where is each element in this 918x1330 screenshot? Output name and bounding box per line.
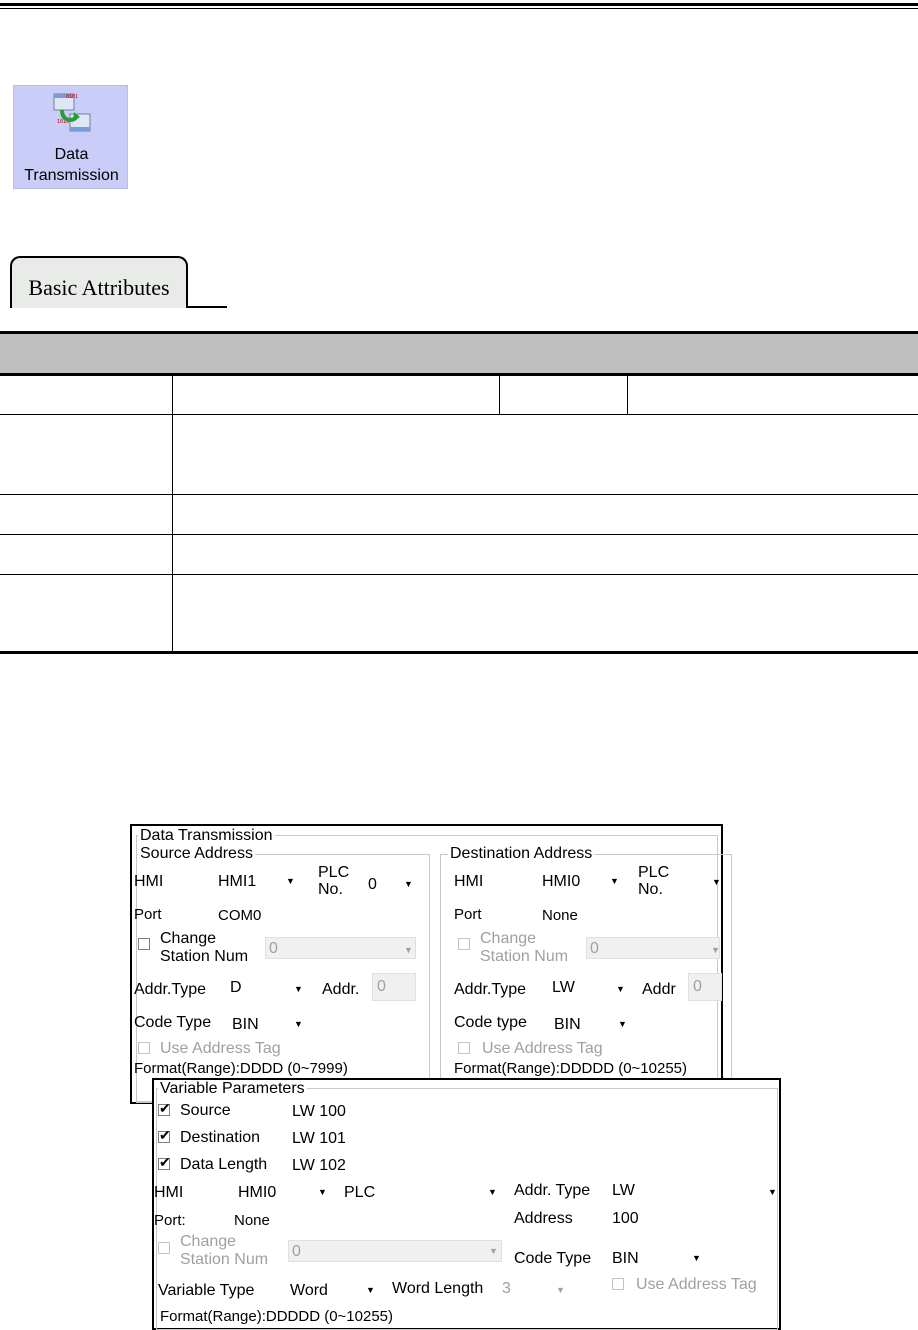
tab-basic-attributes[interactable] <box>10 256 188 308</box>
source-addr-type-select[interactable] <box>228 977 312 999</box>
source-station-value: 0 <box>269 940 278 957</box>
source-plc-no-label: PLC No. <box>318 864 350 898</box>
variable-word-length-value: 3 <box>502 1280 511 1297</box>
destination-addr-label: Addr <box>642 981 676 998</box>
variable-use-address-tag-checkbox[interactable] <box>612 1278 624 1290</box>
destination-station-num-select[interactable] <box>586 937 720 959</box>
destination-code-type-label: Code type <box>454 1014 527 1031</box>
variable-addr-type-label: Addr. Type <box>514 1182 591 1199</box>
chevron-down-icon: ▼ <box>618 1019 627 1029</box>
header-rule-thin <box>0 8 918 9</box>
destination-station-value: 0 <box>590 940 599 957</box>
destination-port-label: Port <box>454 906 482 923</box>
tab-underline <box>186 306 227 308</box>
variable-code-type-value: BIN <box>612 1250 639 1267</box>
data-transmission-icon <box>52 92 92 134</box>
data-transmission-label: Data Transmission <box>24 146 119 184</box>
destination-change-station-label: Change Station Num <box>480 930 569 965</box>
variable-source-value: LW 100 <box>292 1103 346 1120</box>
source-format: Format(Range):DDDD (0~7999) <box>134 1060 348 1077</box>
source-use-address-tag-label: Use Address Tag <box>160 1040 281 1057</box>
source-use-address-tag-checkbox[interactable] <box>138 1042 150 1054</box>
table-column-divider <box>627 376 628 414</box>
destination-hmi-value: HMI0 <box>542 873 581 890</box>
variable-source-label: Source <box>180 1102 231 1119</box>
destination-plc-no-label: PLC No. <box>638 864 670 898</box>
panel-title: Data Transmission <box>140 827 273 844</box>
destination-addr-value: 0 <box>693 978 702 995</box>
source-hmi-value: HMI1 <box>218 873 257 890</box>
chevron-down-icon: ▼ <box>556 1285 565 1295</box>
source-change-station-checkbox[interactable] <box>138 938 150 950</box>
chevron-down-icon: ▼ <box>286 876 295 886</box>
table-header <box>0 334 918 373</box>
source-port-value: COM0 <box>218 907 262 924</box>
destination-port-value: None <box>542 907 578 924</box>
source-code-type-label: Code Type <box>134 1014 212 1031</box>
header-rule <box>0 3 918 6</box>
source-code-type-select[interactable] <box>230 1012 314 1034</box>
destination-use-address-tag-label: Use Address Tag <box>482 1040 603 1057</box>
source-station-num-select[interactable] <box>265 937 416 959</box>
variable-plc-select[interactable] <box>408 1180 502 1202</box>
variable-source-checkbox[interactable] <box>158 1104 170 1116</box>
chevron-down-icon: ▼ <box>294 1019 303 1029</box>
variable-data-length-label: Data Length <box>180 1156 268 1173</box>
table-bottom-rule <box>0 651 918 654</box>
source-addr-label: Addr. <box>322 981 360 998</box>
variable-port-value: None <box>234 1212 270 1229</box>
source-code-type-value: BIN <box>232 1016 259 1033</box>
variable-type-value: Word <box>290 1282 328 1299</box>
destination-hmi-label: HMI <box>454 873 484 890</box>
source-port-label: Port <box>134 906 162 923</box>
table-column-divider <box>172 376 173 652</box>
variable-address-input[interactable] <box>610 1208 776 1230</box>
data-transmission-button[interactable] <box>13 85 128 189</box>
destination-use-address-tag-checkbox[interactable] <box>458 1042 470 1054</box>
source-addr-type-value: D <box>230 979 242 996</box>
source-addr-type-label: Addr.Type <box>134 981 207 998</box>
source-addr-input[interactable] <box>372 973 416 1001</box>
table-row-divider <box>0 574 918 575</box>
variable-use-address-tag-label: Use Address Tag <box>636 1276 757 1293</box>
source-plc-no-value: 0 <box>368 876 377 893</box>
variable-destination-value: LW 101 <box>292 1130 346 1147</box>
variable-hmi-select[interactable] <box>236 1180 336 1202</box>
destination-addr-type-label: Addr.Type <box>454 981 527 998</box>
destination-change-station-checkbox[interactable] <box>458 938 470 950</box>
chevron-down-icon: ▼ <box>404 945 413 955</box>
table-column-divider <box>499 376 500 414</box>
variable-hmi-label: HMI <box>154 1184 184 1201</box>
chevron-down-icon: ▼ <box>488 1187 497 1197</box>
table-row-divider <box>0 414 918 415</box>
destination-hmi-select[interactable] <box>536 869 620 891</box>
source-plc-no-select[interactable] <box>366 869 416 891</box>
variable-code-type-select[interactable] <box>610 1246 704 1268</box>
source-hmi-select[interactable] <box>216 869 300 891</box>
chevron-down-icon: ▼ <box>768 1187 777 1197</box>
tab-label: Basic Attributes <box>28 275 170 300</box>
variable-plc-label: PLC <box>344 1184 376 1201</box>
chevron-down-icon: ▼ <box>489 1246 498 1256</box>
destination-address-legend: Destination Address <box>450 845 593 862</box>
variable-data-length-value: LW 102 <box>292 1157 346 1174</box>
table-row-divider <box>0 494 918 495</box>
variable-destination-checkbox[interactable] <box>158 1131 170 1143</box>
variable-hmi-value: HMI0 <box>238 1184 277 1201</box>
variable-addr-type-value: LW <box>612 1182 635 1199</box>
variable-type-select[interactable] <box>288 1278 382 1300</box>
destination-addr-input[interactable] <box>688 973 722 1001</box>
data-transmission-panel <box>130 824 723 1104</box>
table-row-divider <box>0 534 918 535</box>
variable-port-label: Port: <box>154 1212 186 1229</box>
chevron-down-icon: ▼ <box>610 876 619 886</box>
variable-word-length-select[interactable] <box>500 1278 570 1300</box>
variable-station-value: 0 <box>292 1243 301 1260</box>
variable-parameters-panel <box>152 1078 781 1330</box>
chevron-down-icon: ▼ <box>692 1253 701 1263</box>
destination-code-type-value: BIN <box>554 1016 581 1033</box>
destination-plc-no-select[interactable] <box>682 869 722 891</box>
chevron-down-icon: ▼ <box>712 877 721 887</box>
table-header-rule <box>0 373 918 376</box>
variable-parameters-legend: Variable Parameters <box>160 1080 305 1097</box>
destination-addr-type-select[interactable] <box>550 977 630 999</box>
chevron-down-icon: ▼ <box>294 984 303 994</box>
chevron-down-icon: ▼ <box>318 1187 327 1197</box>
chevron-down-icon: ▼ <box>404 879 413 889</box>
source-hmi-label: HMI <box>134 873 164 890</box>
variable-change-station-label: Change Station Num <box>180 1233 269 1268</box>
chevron-down-icon: ▼ <box>366 1285 375 1295</box>
destination-addr-type-value: LW <box>552 979 575 996</box>
chevron-down-icon: ▼ <box>711 945 720 955</box>
source-addr-value: 0 <box>377 978 386 995</box>
variable-data-length-checkbox[interactable] <box>158 1158 170 1170</box>
destination-code-type-select[interactable] <box>552 1012 636 1034</box>
variable-change-station-checkbox[interactable] <box>158 1242 170 1254</box>
variable-addr-type-select[interactable] <box>610 1180 776 1202</box>
source-address-legend: Source Address <box>140 845 253 862</box>
destination-format: Format(Range):DDDDD (0~10255) <box>454 1060 687 1077</box>
variable-word-length-label: Word Length <box>392 1280 484 1297</box>
variable-type-label: Variable Type <box>158 1282 255 1299</box>
variable-station-num-select[interactable] <box>288 1240 502 1262</box>
variable-format: Format(Range):DDDDD (0~10255) <box>160 1308 393 1325</box>
svg-text:0101: 0101 <box>66 94 79 100</box>
svg-text:1010: 1010 <box>57 119 70 125</box>
chevron-down-icon: ▼ <box>616 984 625 994</box>
variable-address-value: 100 <box>612 1210 639 1227</box>
source-change-station-label: Change Station Num <box>160 930 249 965</box>
variable-address-label: Address <box>514 1210 573 1227</box>
variable-code-type-label: Code Type <box>514 1250 592 1267</box>
variable-destination-label: Destination <box>180 1129 261 1146</box>
